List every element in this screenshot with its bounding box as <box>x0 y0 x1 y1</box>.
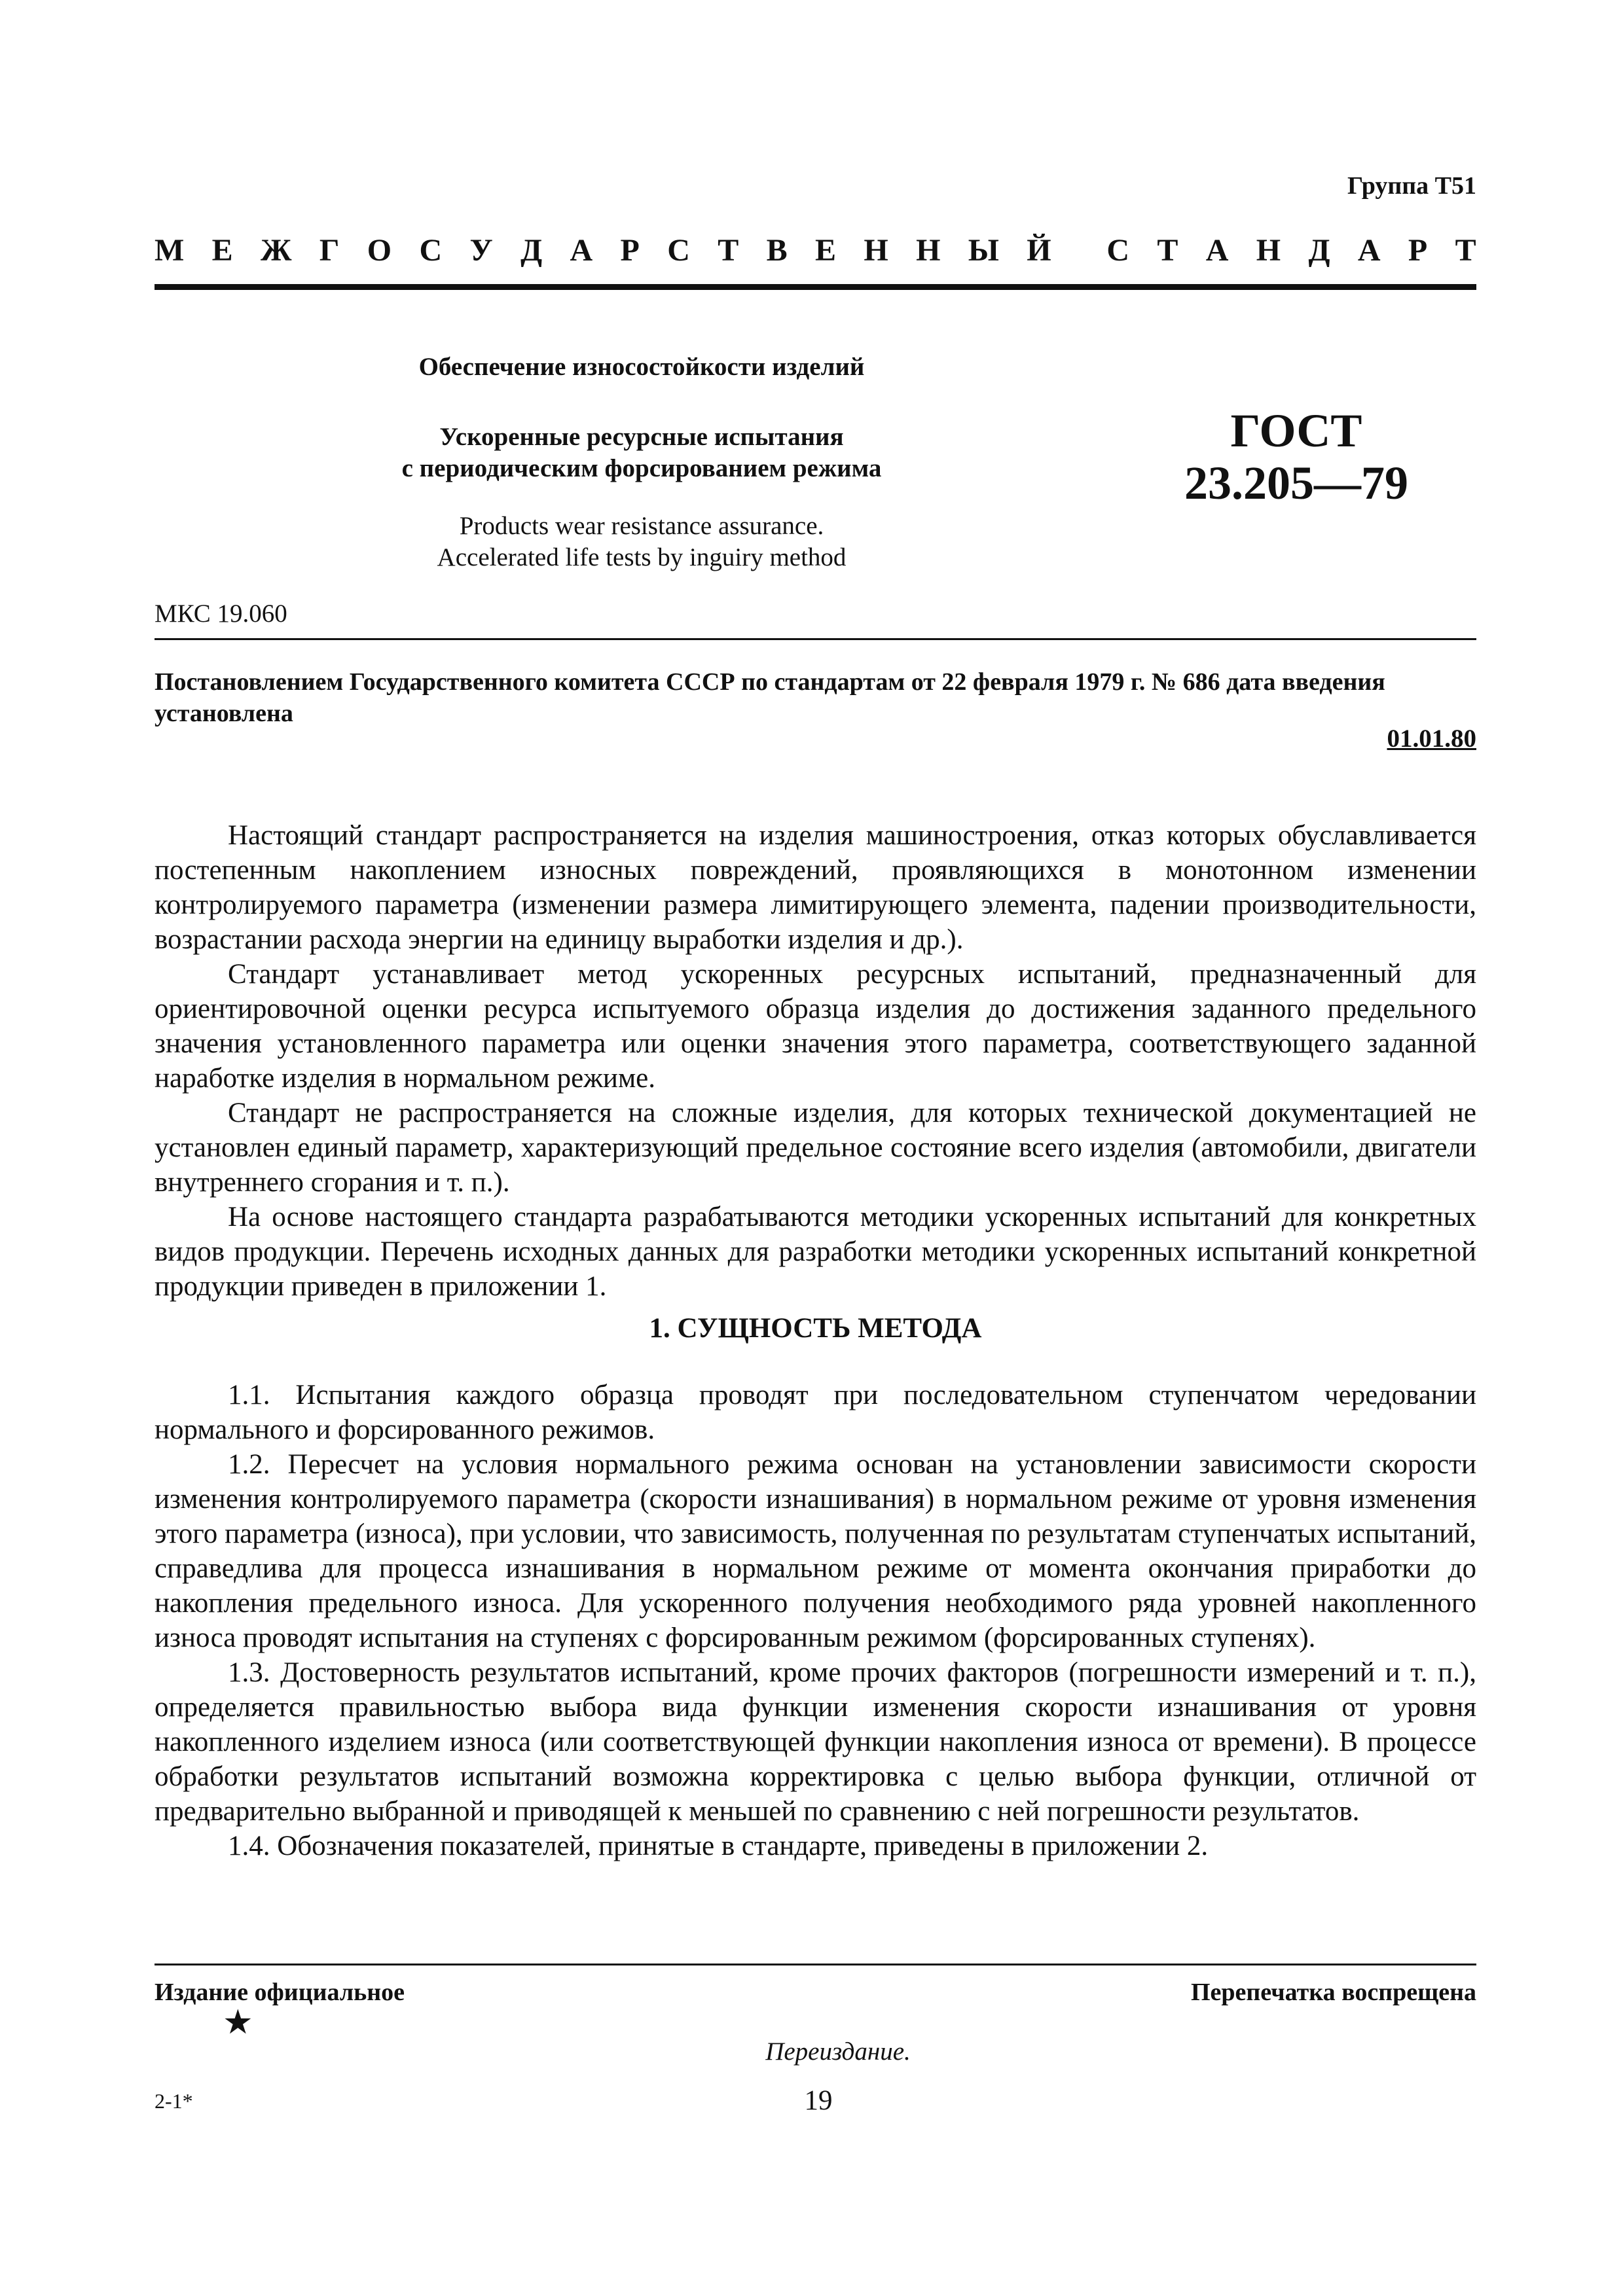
gost-number: 23.205—79 <box>1184 457 1408 509</box>
banner-letter: С <box>1106 233 1130 268</box>
official-edition-label: Издание официальное <box>155 1979 405 2006</box>
banner-letter: Н <box>1256 233 1281 268</box>
paragraph: 1.1. Испытания каждого образца проводят при последовательном ступенчатом чередовании нормального и форсированного режимов. <box>155 1380 1476 1445</box>
banner-letter: А <box>1357 233 1381 268</box>
banner-letter: С <box>419 233 443 268</box>
star-icon: ★ <box>223 2004 253 2041</box>
banner-letter: О <box>367 233 392 268</box>
banner-letter: Р <box>620 233 640 268</box>
standard-topic: Обеспечение износостойкости изделий <box>418 353 865 381</box>
header-divider <box>155 284 1476 290</box>
gost-designation <box>1165 404 1427 509</box>
banner-letter: М <box>155 233 185 268</box>
reprint-prohibited-label: Перепечатка воспрещена <box>1190 1979 1476 2006</box>
mks-code: МКС 19.060 <box>155 600 287 628</box>
english-title <box>354 511 930 573</box>
introduction-text <box>155 818 1476 1304</box>
standard-title <box>354 422 930 484</box>
paragraph: Стандарт устанавливает метод ускоренных ресурсных испытаний, предназначенный для ориентировочной оценки ресурса испытуемого образца изделия до достижения заданного предельного значения установленного параметра или оценки значения этого параметра, соответствующего заданной наработке изделия в нормальном режиме. <box>155 959 1476 1094</box>
banner-letter: Т <box>1157 233 1178 268</box>
paragraph: Стандарт не распространяется на сложные изделия, для которых технической документацией не установлен единый параметр, характеризующий предельное состояние всего изделия (автомобили, двигатели внутреннего сгорания и т. п.). <box>155 1098 1476 1198</box>
standard-type-banner <box>155 232 1476 268</box>
page-number: 19 <box>804 2085 833 2116</box>
banner-letter: Г <box>319 233 340 268</box>
banner-letter: Р <box>1408 233 1428 268</box>
gost-label: ГОСТ <box>1230 404 1362 457</box>
banner-letter: Н <box>916 233 941 268</box>
paragraph: 1.3. Достоверность результатов испытаний, кроме прочих факторов (погрешности измерений и т. п.), определяется правильностью выбора вида функции изменения скорости изнашивания от уровня накопленного изделием износа (или соответствующей функции накопления износа от времени). В процессе обработки результатов испытаний возможна корректировка с целью выбора функции, отличной от предварительно выбранной и приводящей к меньшей по сравнению с ней погрешности результатов. <box>155 1657 1476 1827</box>
english-title-line: Accelerated life tests by inguiry method <box>437 543 847 571</box>
footer-divider <box>155 1964 1476 1965</box>
english-title-line: Products wear resistance assurance. <box>459 512 824 540</box>
reissue-note: Переиздание. <box>765 2037 911 2066</box>
banner-letter: А <box>570 233 593 268</box>
banner-letter: С <box>667 233 690 268</box>
standard-title-line: Ускоренные ресурсные испытания <box>439 423 844 451</box>
banner-letter: Е <box>211 233 233 268</box>
paragraph: Настоящий стандарт распространяется на изделия машиностроения, отказ которых обуславливается постепенным накоплением износных повреждений, проявляющихся в монотонном изменении контролируемого параметра (изменении размера лимитирующего элемента, падении производительности, возрастании расхода энергии на единицу выработки изделия и др.). <box>155 820 1476 955</box>
banner-letter: Ж <box>261 233 292 268</box>
group-label: Группа Т51 <box>1347 172 1476 200</box>
title-divider <box>155 638 1476 640</box>
section-heading: 1. СУЩНОСТЬ МЕТОДА <box>649 1313 982 1344</box>
section-text <box>155 1378 1476 1863</box>
banner-letter: Е <box>815 233 837 268</box>
banner-letter: А <box>1205 233 1229 268</box>
standard-title-line: с периодическим форсированием режима <box>401 454 882 482</box>
banner-letter: Т <box>718 233 739 268</box>
banner-letter: У <box>469 233 493 268</box>
banner-letter: В <box>766 233 788 268</box>
introduction-date: 01.01.80 <box>1387 725 1476 753</box>
paragraph: На основе настоящего стандарта разрабатываются методики ускоренных испытаний для конкретных видов продукции. Перечень исходных данных для разработки методики ускоренных испытаний конкретной продукции приведен в приложении 1. <box>155 1202 1476 1302</box>
banner-letter: Д <box>1308 233 1330 268</box>
banner-letter: Ы <box>968 233 999 268</box>
banner-letter: Т <box>1455 233 1476 268</box>
banner-letter: Н <box>864 233 888 268</box>
paragraph: 1.2. Пересчет на условия нормального режима основан на установлении зависимости скорости изменения контролируемого параметра (скорости изнашивания) в нормальном режиме от уровня изменения этого параметра (износа), при условии, что зависимость, полученная по результатам ступенчатых испытаний, справедлива для процесса изнашивания в нормальном режиме от момента окончания приработки до накопления предельного износа. Для ускоренного получения необходимого ряда уровней накопленного износа проводят испытания на ступенях с форсированным режимом (форсированных ступенях). <box>155 1449 1476 1653</box>
decree-text: Постановлением Государственного комитета СССР по стандартам от 22 февраля 1979 г. № 686 дата введения установлена <box>155 668 1385 727</box>
paragraph: 1.4. Обозначения показателей, принятые в стандарте, приведены в приложении 2. <box>228 1831 1209 1861</box>
banner-letter: Д <box>520 233 543 268</box>
sheet-mark: 2-1* <box>155 2089 193 2113</box>
banner-letter: Й <box>1027 233 1051 268</box>
